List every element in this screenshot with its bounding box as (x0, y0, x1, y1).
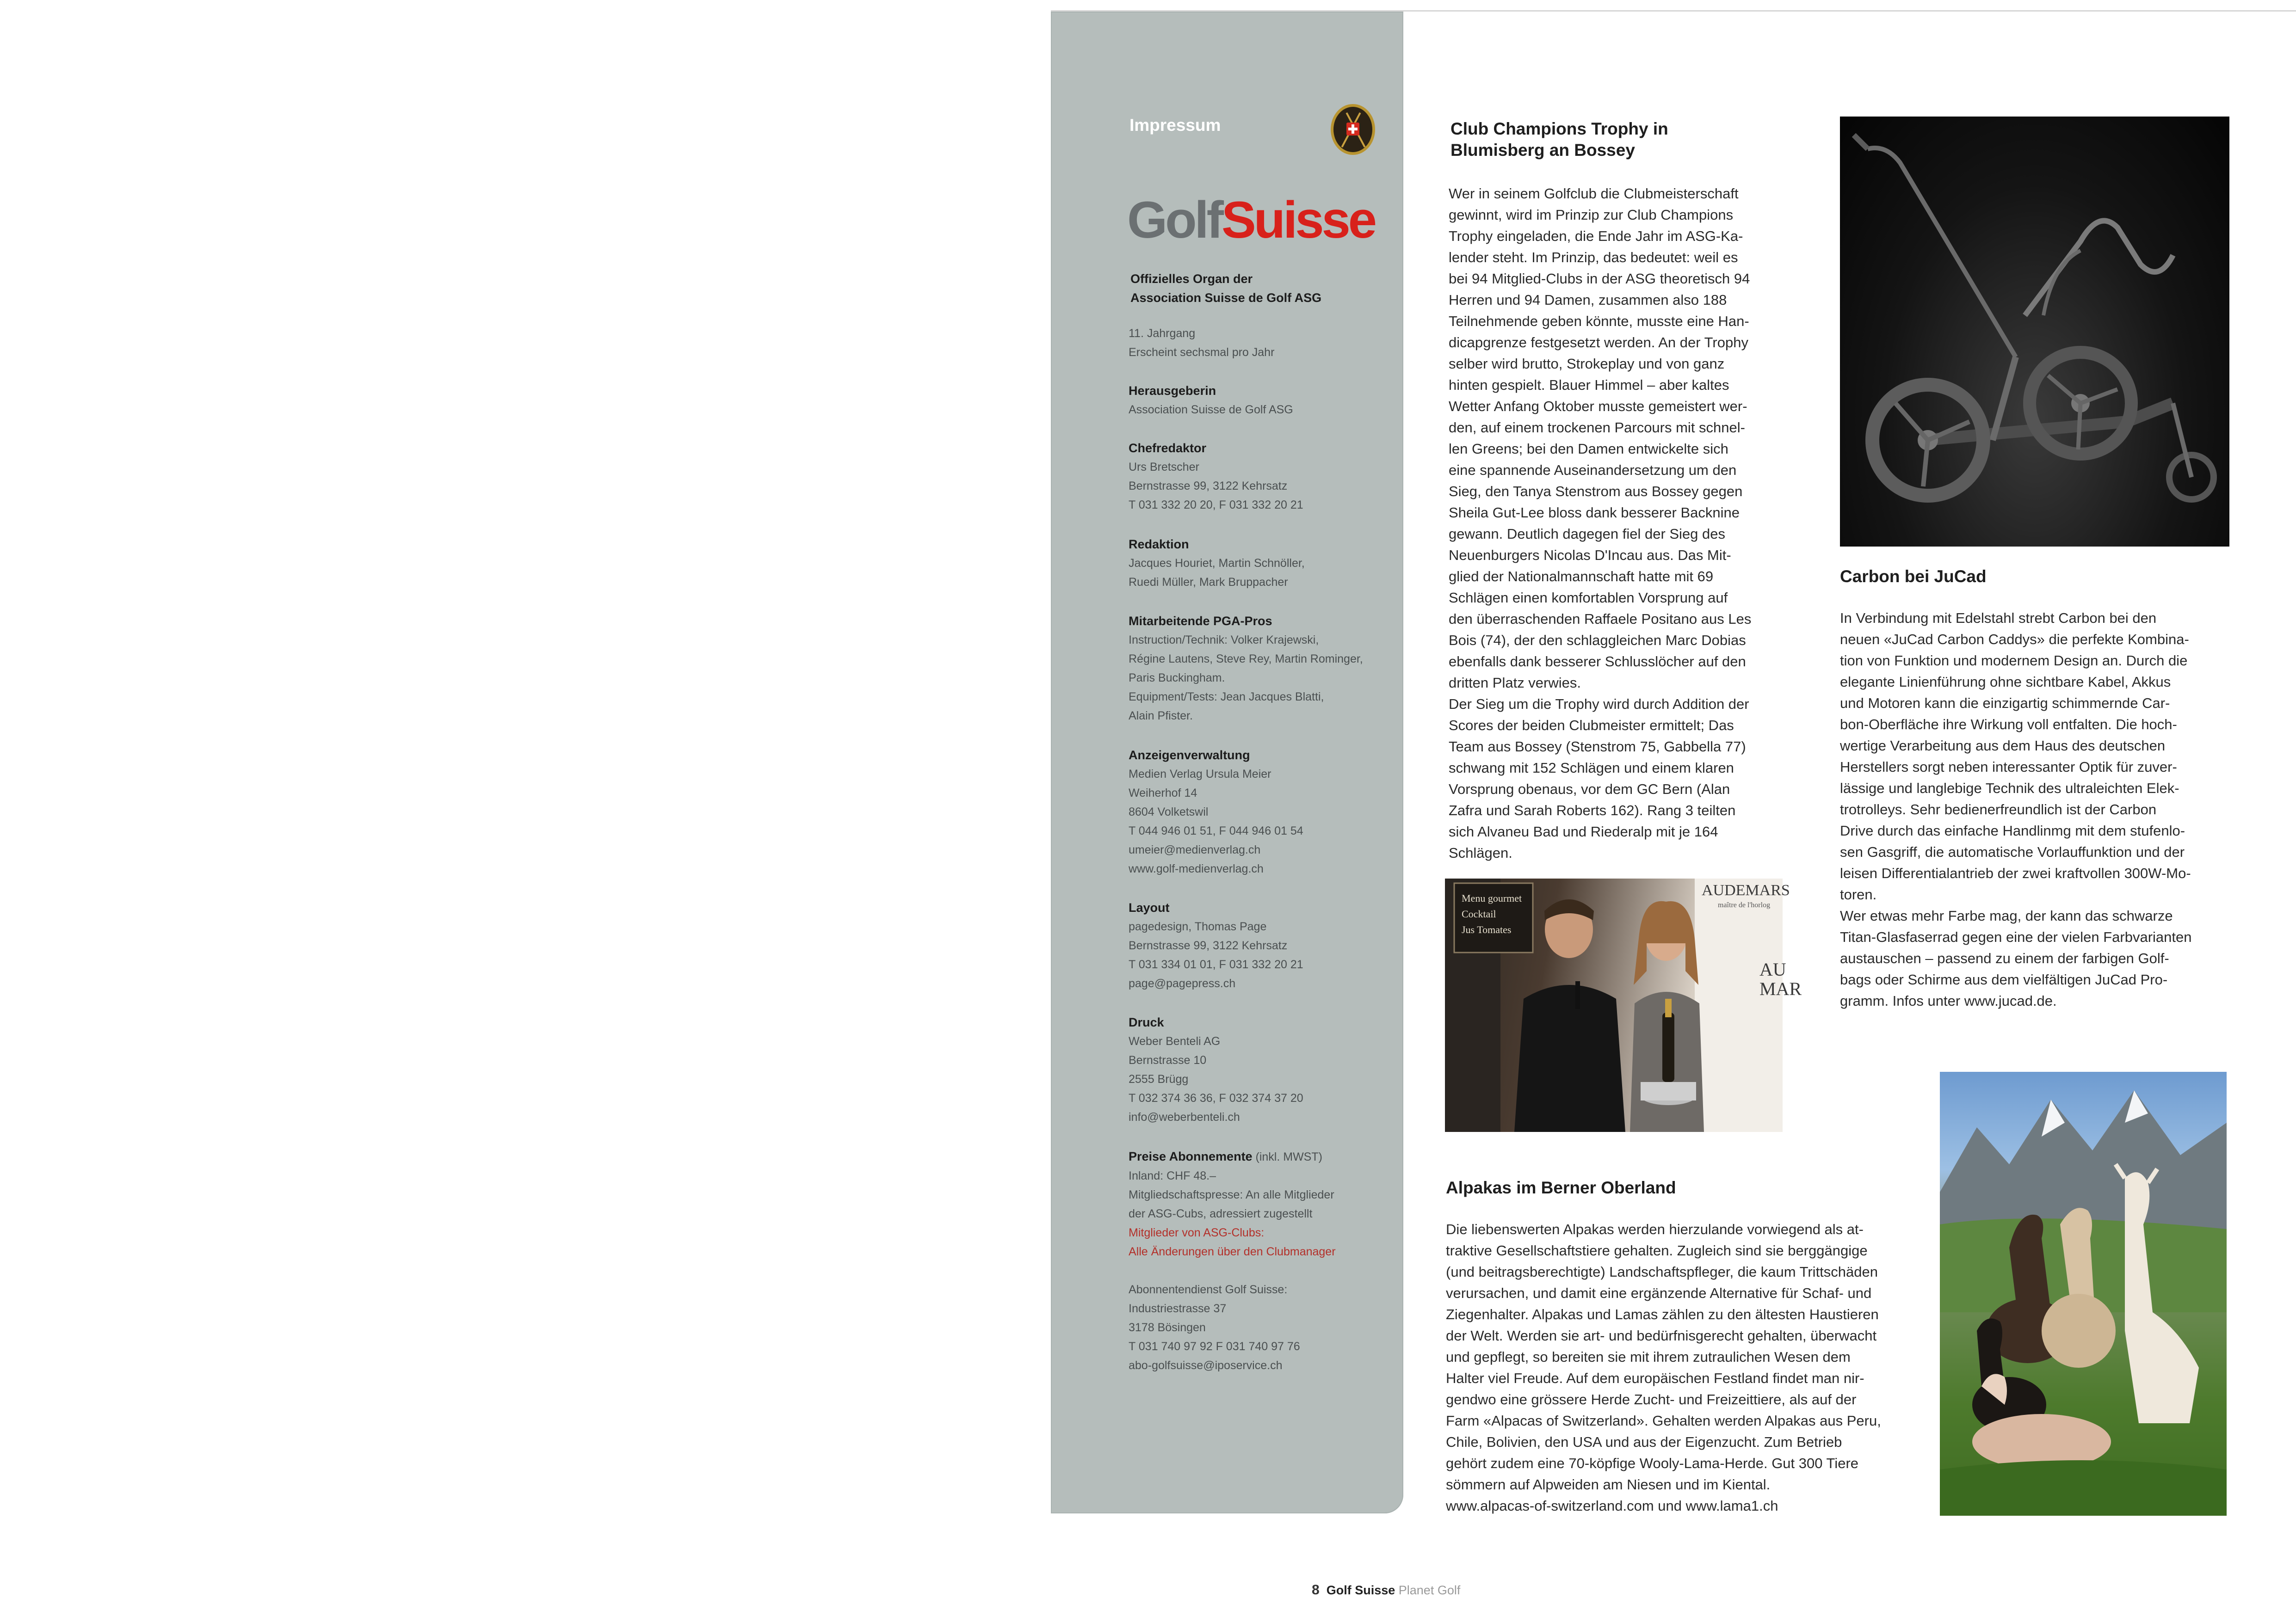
trophy-article-body: Wer in seinem Golfclub die Clubmeisterschaft gewinnt, wird im Prinzip zur Club Champions Trophy eingeladen, die Ende Jahr im ASG-Ka- lender steht. Im Prinzip, das bedeutet: weil es bei 94 Mitglied-Clubs in der ASG theoretisch 94 Herren und 94 Damen, zusammen also 188 Teilnehmende geben könnte, musste eine Han- dicapgrenze festgesetzt werden. An der Trophy selber wird brutto, Strokeplay und von ganz hinten gespielt. Blauer Himmel – aber kaltes Wetter Anfang Oktober musste gemeistert wer- den, auf einem trockenen Parcours mit schnel- len Greens; bei den Damen entwickelte sich eine spannende Auseinandersetzung um den Sieg, den Tanya Stenstrom aus Bossey gegen Sheila Gut-Lee bloss dank besserer Backnine gewann. Deutlich dagegen fiel der Sieg des Neuenburgers Nicolas D'Incau aus. Das Mit- glied der Nationalmannschaft hatte mit 69 Schlägen einen komfortablen Vorsprung auf den überraschenden Raffaele Positano aus Les Bois (74), der den schlaggleichen Marc Dobias ebenfalls dank besserer Schlusslöcher auf den dritten Platz verwies. Der Sieg um die Trophy wird durch Addition der Scores der beiden Clubmeister ermittelt; Das Team aus Bossey (Stenstrom 75, Gabbella 77) schwang mit 152 Schlägen und einem klaren Vorsprung obenaus, vor dem GC Bern (Alan Zafra und Sarah Roberts 162). Rang 3 teilten sich Alvaneu Bad und Riederalp mit je 164 Schlägen. (1449, 185, 1752, 861)
alpakas-article-title: Alpakas im Berner Oberland (1446, 1178, 1676, 1197)
jahrgang-block: 11. Jahrgang Erscheint sechsmal pro Jahr (1129, 327, 1275, 359)
trolley-wheel-right (2030, 352, 2131, 454)
board-text-2: Cocktail (1462, 908, 1496, 920)
swiss-cross-icon (1346, 123, 1359, 135)
preise-block: Preise Abonnemente (inkl. MWST) Inland: CHF 48.– Mitgliedschaftspresse: An alle Mitglieder der ASG-Cubs, adressiert zugestellt Mitglieder von ASG-Clubs: Alle Änderungen über den Clubmanager (1129, 1150, 1336, 1258)
footer-brand: Golf Suisse (1326, 1583, 1395, 1597)
page-footer (1312, 1582, 1460, 1598)
herausgeberin-block: Herausgeberin Association Suisse de Golf ASG (1129, 384, 1293, 416)
druck-block: Druck Weber Benteli AG Bernstrasse 10 2555 Brügg T 032 374 36 36, F 032 374 37 20 info@weberbenteli.ch (1129, 1015, 1303, 1124)
abo-block: Abonnentendienst Golf Suisse: Industriestrasse 37 3178 Bösingen T 031 740 97 92 F 031 740 97 76 abo-golfsuisse@iposervice.ch (1129, 1283, 1300, 1372)
board-text-3: Jus Tomates (1462, 924, 1512, 935)
impressum-title: Impressum (1129, 116, 1221, 135)
impressum-sidebar (1051, 12, 1403, 1513)
pga-pros-block: Mitarbeitende PGA-Pros Instruction/Technik: Volker Krajewski, Régine Lautens, Steve Rey, Martin Rominger, Paris Buckingham. Equipment/Tests: Jean Jacques Blatti, Alain Pfister. (1129, 614, 1363, 722)
banner-side-2: MAR (1759, 978, 1802, 999)
trolley-front-wheel (2169, 403, 2214, 499)
banner-subtext: maître de l'horlog (1718, 901, 1771, 909)
layout-block: Layout pagedesign, Thomas Page Bernstrasse 99, 3122 Kehrsatz T 031 334 01 01, F 031 332 20 21 page@pagepress.ch (1129, 901, 1303, 990)
page-number: 8 (1312, 1582, 1320, 1598)
chefredaktor-block: Chefredaktor Urs Bretscher Bernstrasse 99, 3122 Kehrsatz T 031 332 20 20, F 031 332 20 21 (1129, 441, 1303, 511)
anzeigen-block: Anzeigenverwaltung Medien Verlag Ursula Meier Weiherhof 14 8604 Volketswil T 044 946 01 51, F 044 946 01 54 umeier@medienverlag.ch www.golf-medienverlag.ch (1129, 748, 1303, 875)
board-text-1: Menu gourmet (1462, 892, 1522, 904)
golf-suisse-logo: GolfSuisse (1127, 191, 1375, 249)
jucad-article-title: Carbon bei JuCad (1840, 567, 1987, 586)
banner-text: AUDEMARS (1702, 882, 1790, 899)
jucad-article-body: In Verbindung mit Edelstahl strebt Carbon bei den neuen «JuCad Carbon Caddys» die perfekte Kombina- tion von Funktion und modernem Design an. Durch die elegante Linienführung ohne sichtbare Kabel, Akkus und Motoren kann die einzigartig schimmernde Car- bon-Oberfläche ihre Wirkung voll entfalten. Die hoch- wertige Verarbeitung aus dem Haus des deutschen Herstellers sorgt neben interessanter Optik für zuver- lässige und langlebige Technik des ultraleichten Elek- trotrolleys. Sehr bedienerfreundlich ist der Carbon Drive durch das einfache Handlinmg mit dem stufenlo- sen Gasgriff, die automatische Vorlauffunktion und der leisen Differentialantrieb der zwei kraftvollen 300W-Mo- toren. Wer etwas mehr Farbe mag, der kann das schwarze Titan-Glasfaserrad gegen eine der vielen Farbvarianten austauschen – passend zu einem der farbigen Golf- bags oder Schirme aus dem vielfältigen JuCad Pro- gramm. Infos unter www.jucad.de. (1840, 610, 2192, 1009)
banner-side-1: AU (1759, 959, 1786, 980)
organ-text: Offizielles Organ der Association Suisse de Golf ASG (1130, 272, 1322, 305)
trophy-winners-photo (1445, 879, 1802, 1132)
redaktion-block: Redaktion Jacques Houriet, Martin Schnöller, Ruedi Müller, Mark Bruppacher (1129, 537, 1305, 589)
asg-crest-icon (1331, 104, 1375, 155)
jucad-trolley-photo (1840, 117, 2229, 547)
alpakas-links[interactable]: www.alpacas-of-switzerland.com und www.lama1.ch (1446, 1498, 1778, 1514)
alpakas-article-body: Die liebenswerten Alpakas werden hierzulande vorwiegend als at- traktive Gesellschaftstiere gehalten. Zugleich sind sie berggängige (und beitragsberechtigte) Landschaftspfleger, die kaum Trittschäden verursachen, und damit eine ergänzende Alternative für Schaf- und Ziegenhalter. Alpakas und Lamas zählen zu den ältesten Haustieren der Welt. Werden sie art- und bedürfnisgerecht gehalten, überwacht und gepflegt, so bereiten sie mit ihrem zutraulichen Wesen dem Halter viel Freude. Auf dem europäischen Festland findet man nir- gendwo eine grössere Herde Zucht- und Freizeittiere, als auf der Farm «Alpacas of Switzerland». Gehalten werden Alpakas aus Peru, Chile, Bolivien, den USA und aus der Eigenzucht. Zum Betrieb gehört zudem eine 70-köpfige Wooly-Lama-Herde. Gut 300 Tiere sömmern auf Alpweiden am Niesen und im Kiental. www.alpacas-of-switzerland.com und www.lama1.ch (1446, 1219, 1881, 1517)
footer-section: Planet Golf (1398, 1583, 1461, 1597)
trophy-article-title: Club Champions Trophy in Blumisberg an Bossey (1450, 119, 1668, 160)
alpaca-photo (1940, 1072, 2227, 1516)
